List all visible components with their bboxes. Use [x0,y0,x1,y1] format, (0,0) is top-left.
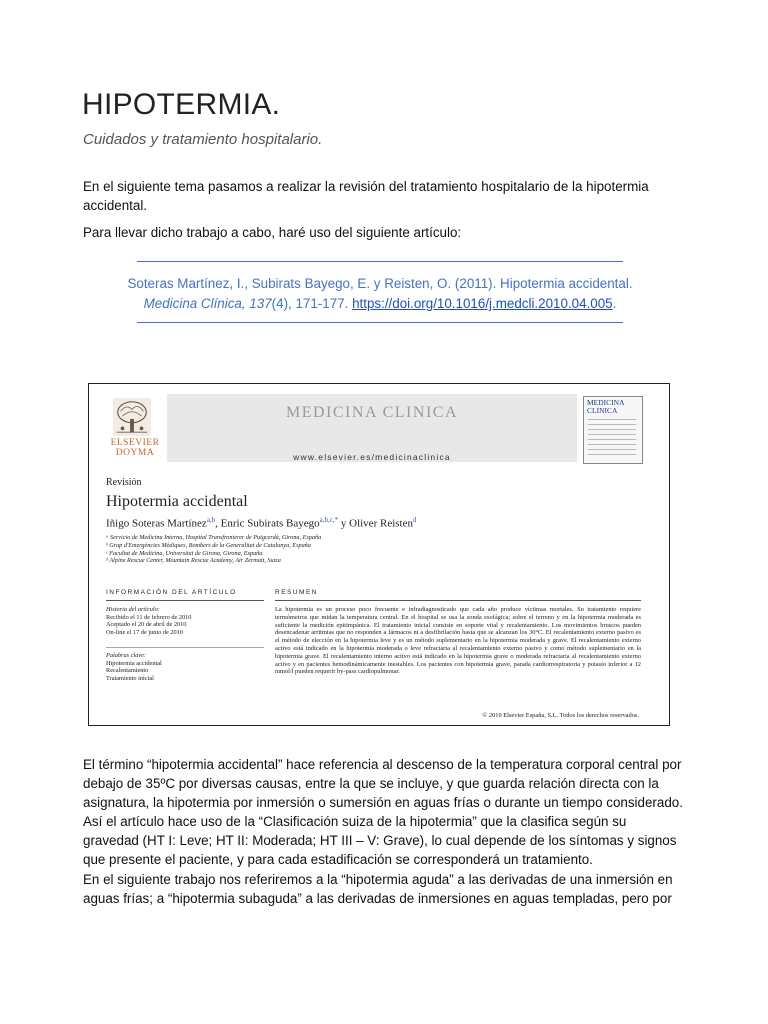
citation-pages: (4), 171-177. [271,296,349,311]
cover-line [588,429,636,430]
publisher-name: ELSEVIER DOYMA [110,438,160,458]
page-subtitle: Cuidados y tratamiento hospitalario. [83,131,323,148]
intro-paragraph-1: En el siguiente tema pasamos a realizar la revisión del tratamiento hospitalario de la hipotermia accidental. [83,179,649,213]
author-2-affil: a,b,c,* [319,516,339,524]
resumen-label: RESUMEN [275,589,319,596]
elsevier-logo [105,398,160,468]
keyword: Hipotermia accidental [106,659,162,667]
resumen-rule [275,600,641,601]
article-abstract: La hipotermia es un proceso poco frecuente e infradiagnosticado que cada año produce víctimas mortales. Su tratamiento requiere termómetros que midan la temperatura central. En el hospital se usa la sonda esofágica; sobre el terreno y en la hipotermia moderada es suficiente la medición epitimpánica. El tratamiento inicial consiste en soporte vital y recalentamiento. Los movimientos bruscos pueden desencadenar arritmias que no responden a fármacos ni a desfibrilación hasta que se alcanzan los 30°C. El recalentamiento externo pasivo es el método de elección en la hipotermia leve y es un método suplementario en la hipotermia moderada y grave. El recalentamiento externo activo está indicado en la hipotermia moderada o leve refractaria al recalentamiento externo pasivo y como método suplementario en la hipotermia grave. El recalentamiento interno activo está indicado en la hipotermia grave o moderada refractaria al recalentamiento externo activo y en pacientes hemodinámicamente inestables. Los pacientes con hipotermia grave, parada cardiorrespiratoria y potasio inferior a 12 mmol/l pueden requerir by-pass cardiopulmonar. [275,606,641,676]
citation-authors: Soteras Martínez, I., Subirats Bayego, E. y Reisten, O. (2011). Hipotermia accidental. [127,276,633,291]
author-separator: y [338,517,350,530]
body-paragraph-2: En el siguiente trabajo nos referiremos a la “hipotermia aguda” a las derivadas de una inmersión en aguas frías; a “hipotermia subaguda” a las derivadas de inmersiones en aguas templadas, pero por [83,872,673,906]
article-keywords [106,652,266,682]
article-title: Hipotermia accidental [106,493,248,510]
citation-journal: Medicina Clínica, 137 [143,296,272,311]
affiliation: ᵃ Servicio de Medicina Interna, Hospital Transfronterer de Puigcerdà, Girona, España [106,534,322,541]
author-1-affil: a,b [206,516,216,524]
article-authors [106,516,416,530]
affiliation: ᵇ Grup d'Emergències Mèdiques, Bombers de la Generalitat de Catalunya, España [106,541,311,549]
quote-top-rule [137,261,623,262]
cover-line [588,434,636,435]
cover-title: MEDICINA CLINICA [587,398,625,415]
cover-line [588,439,636,440]
affiliations [106,534,406,565]
affiliation: ᶜ Facultat de Medicina, Universitat de Girona, Girona, España [106,549,263,557]
article-section: Revisión [106,477,142,488]
page-title: HIPOTERMIA. [82,88,281,121]
intro-paragraph-2: Para llevar dicho trabajo a cabo, haré uso del siguiente artículo: [83,225,462,240]
history-item: Aceptado el 20 de abril de 2010 [106,621,187,629]
keywords-rule [106,647,264,648]
tree-icon [113,398,151,436]
journal-name: MEDICINA CLINICA [286,404,458,421]
journal-url: www.elsevier.es/medicinaclinica [293,452,451,462]
keyword: Tratamiento inicial [106,674,154,682]
journal-header [167,394,577,462]
body-paragraph-1: El término “hipotermia accidental” hace referencia al descenso de la temperatura corporal central por debajo de 35ºC por diversas causas, entre la que se incluye, y que guarda relación directa con la asignatura, la hipotermia por inmersión o sumersión en aguas frías o durante un tiempo considerado. Así el artículo hace uso de la “Clasificación suiza de la hipotermia” que la clasifica según su gravedad (HT I: Leve; HT II: Moderada; HT III – V: Grave), lo cual depende de los síntomas y signos que presente el paciente, y para cada estadificación se corresponderá un tratamiento. [83,757,683,867]
quote-bottom-rule [137,322,623,323]
keywords-title: Palabras clave: [106,652,147,659]
author-1: Iñigo Soteras Martínez [106,517,207,530]
history-item: On-line el 17 de junio de 2010 [106,628,183,636]
cover-line [588,419,636,420]
citation-doi-link[interactable]: https://doi.org/10.1016/j.medcli.2010.04.005 [352,296,613,311]
author-3-affil: d [412,516,417,524]
article-history [106,606,266,636]
article-copyright: © 2010 Elsevier España, S.L. Todos los derechos reservados. [482,712,639,719]
author-separator: , [215,517,221,530]
keyword: Recalentamiento [106,667,149,675]
cover-line [588,454,636,455]
article-image [88,383,670,726]
citation-block [120,274,640,314]
citation-period: . [612,296,617,311]
cover-line [588,444,636,445]
cover-line [588,449,636,450]
author-2: Enric Subirats Bayego [220,517,320,530]
cover-line [588,424,636,425]
journal-cover-thumbnail [583,396,643,464]
history-title: Historia del artículo: [106,606,160,613]
info-rule [106,600,264,601]
author-3: Oliver Reisten [349,517,413,530]
affiliation: ᵈ Alpine Rescue Center, Mountain Rescue Academy, Air Zermatt, Suiza [106,557,281,565]
article-info-label: INFORMACIÓN DEL ARTÍCULO [106,589,237,596]
history-item: Recibido el 11 de febrero de 2010 [106,613,192,621]
